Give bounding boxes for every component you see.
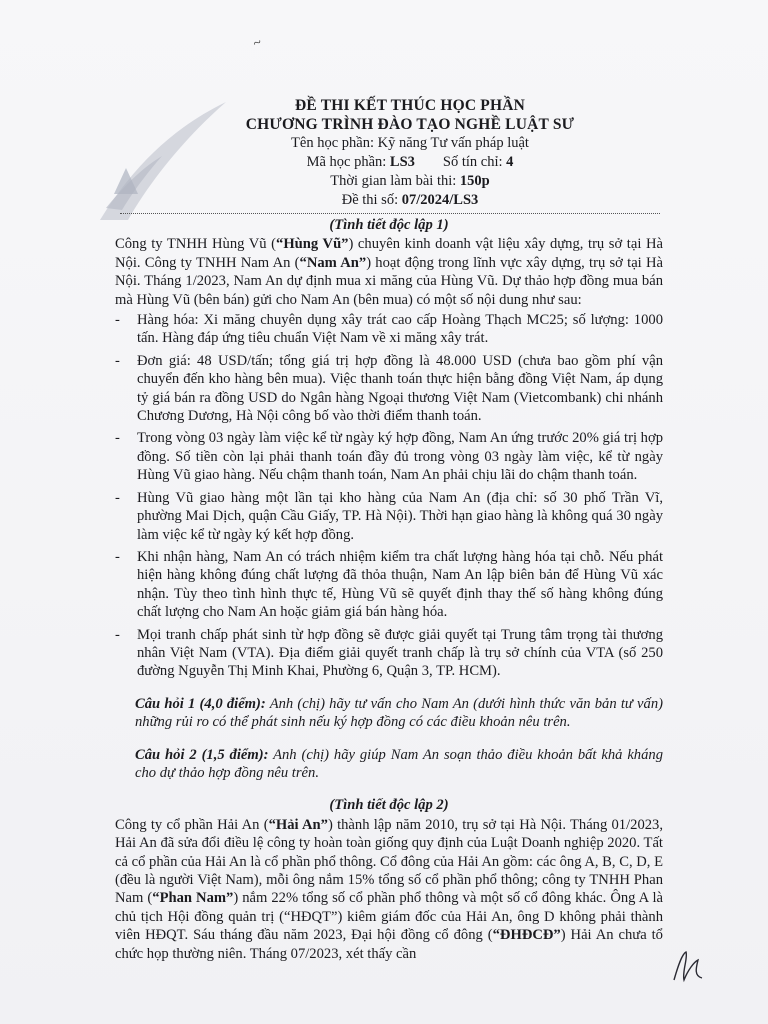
course-name: Tên học phần: Kỹ năng Tư vấn pháp luật [291,135,529,151]
exam-body [115,216,663,963]
course-code-line [200,153,620,172]
pen-mark: ~ [251,35,264,52]
section-2-title: (Tình tiết độc lập 2) [329,797,449,814]
section-1-title: (Tình tiết độc lập 1) [329,217,449,233]
time-value: 150p [459,173,490,189]
list-item: - Đơn giá: 48 USD/tấn; tổng giá trị hợp đồng là 48.000 USD (chưa bao gồm phí vận chuyển đến kho hàng bên mua). Việc thanh toán thực hiện bằng đồng Việt Nam, áp dụng tỷ giá bán ra đồng USD do Ngân hàng Ngoại thương Việt Nam (Vietcombank) chi nhánh Chương Dương, Hà Nội công bố vào thời điểm thanh toán. [115,352,663,426]
section-1-intro: Công ty TNHH Hùng Vũ (“Hùng Vũ”) chuyên kinh doanh vật liệu xây dựng, trụ sở tại Hà Nội. Công ty TNHH Nam An (“Nam An”) hoạt động trong lĩnh vực xây dựng, trụ sở tại Hà Nội. Tháng 1/2023, Nam An dự định mua xi măng của Hùng Vũ. Dự thảo hợp đồng mua bán mà Hùng Vũ (bên bán) gửi cho Nam An (bên mua) có một số nội dung như sau: [115,236,663,308]
signature-icon [668,946,708,986]
exam-number-line [200,191,620,210]
exam-number: 07/2024/LS3 [401,192,479,208]
course-code: LS3 [389,154,415,170]
exam-title: ĐỀ THI KẾT THÚC HỌC PHẦN [294,97,526,114]
time-line [200,172,620,191]
section-2-paragraph: Công ty cổ phần Hải An (“Hải An”) thành lập năm 2010, trụ sở tại Hà Nội. Tháng 01/2023, Hải An đã sửa đổi điều lệ công ty hoàn toàn giống quy định của Luật Doanh nghiệp 2020. Tất cả cổ phần của Hải An là cổ phần phổ thông. Cổ đông của Hải An gồm: các ông A, B, C, D, E (đều là người Việt Nam), mỗi ông nắm 15% tổng số cổ phần phổ thông; công ty TNHH Phan Nam (“Phan Nam”) nắm 22% tổng số cổ phần phổ thông và một số cổ đông khác. Ông A là chủ tịch Hội đồng quản trị (“HĐQT”) kiêm giám đốc của Hải An, ông D không phải thành viên HĐQT. Sáu tháng đầu năm 2023, Đại hội đồng cổ đông (“ĐHĐCĐ”) Hải An chưa tổ chức họp thường niên. Tháng 07/2023, xét thấy cần [115,816,663,962]
question-2: Câu hỏi 2 (1,5 điểm): Anh (chị) hãy giúp Nam An soạn thảo điều khoản bất khả kháng cho dự thảo hợp đồng nêu trên. [135,746,663,781]
credits: 4 [506,154,514,170]
question-1: Câu hỏi 1 (4,0 điểm): Anh (chị) hãy tư vấn cho Nam An (dưới hình thức văn bản tư vấn) những rủi ro có thể phát sinh nếu ký hợp đồng có các điều khoản nêu trên. [135,695,663,731]
program-title: CHƯƠNG TRÌNH ĐÀO TẠO NGHỀ LUẬT SƯ [245,116,575,133]
list-item: - Hùng Vũ giao hàng một lần tại kho hàng của Nam An (địa chỉ: số 30 phố Trần Vĩ, phường Mai Dịch, quận Cầu Giấy, TP. Hà Nội). Thời hạn giao hàng là không quá 30 ngày làm việc kể từ ngày ký kết hợp đồng. [115,489,663,544]
exam-header [200,96,620,210]
exam-number-label: Đề thi số: [341,192,402,208]
question-1-label: Câu hỏi 1 (4,0 điểm): [135,695,266,712]
time-label: Thời gian làm bài thi: [330,173,460,189]
contract-terms-list [115,311,663,681]
list-item: - Mọi tranh chấp phát sinh từ hợp đồng sẽ được giải quyết tại Trung tâm trọng tài thương nhân Việt Nam (VTA). Địa điểm giải quyết tranh chấp là trụ sở chính của VTA (số 250 đường Nguyễn Thị Minh Khai, Phường 6, Quận 3, TP. HCM). [115,626,663,681]
course-code-label: Mã học phần: [306,154,390,170]
credits-label: Số tín chỉ: [442,154,507,170]
header-divider [120,213,660,214]
list-item: - Khi nhận hàng, Nam An có trách nhiệm kiểm tra chất lượng hàng hóa tại chỗ. Nếu phát hiện hàng không đúng chất lượng đã thỏa thuận, Nam An lập biên bản để Hùng Vũ xác nhận. Tùy theo tình hình thực tế, Hùng Vũ sẽ quyết định thay thế số hàng không đúng chất lượng cho Nam An hoặc giảm giá bán hàng hóa. [115,548,663,622]
list-item: - Hàng hóa: Xi măng chuyên dụng xây trát cao cấp Hoàng Thạch MC25; số lượng: 1000 tấn. Hàng đáp ứng tiêu chuẩn Việt Nam về xi măng xây trát. [115,311,663,348]
list-item: - Trong vòng 03 ngày làm việc kể từ ngày ký hợp đồng, Nam An ứng trước 20% giá trị hợp đồng. Số tiền còn lại phải thanh toán đầy đủ trong vòng 03 ngày làm việc, kể từ ngày Hùng Vũ giao hàng. Nếu chậm thanh toán, Nam An phải chịu lãi do chậm thanh toán. [115,429,663,484]
question-2-label: Câu hỏi 2 (1,5 điểm): [135,746,269,763]
